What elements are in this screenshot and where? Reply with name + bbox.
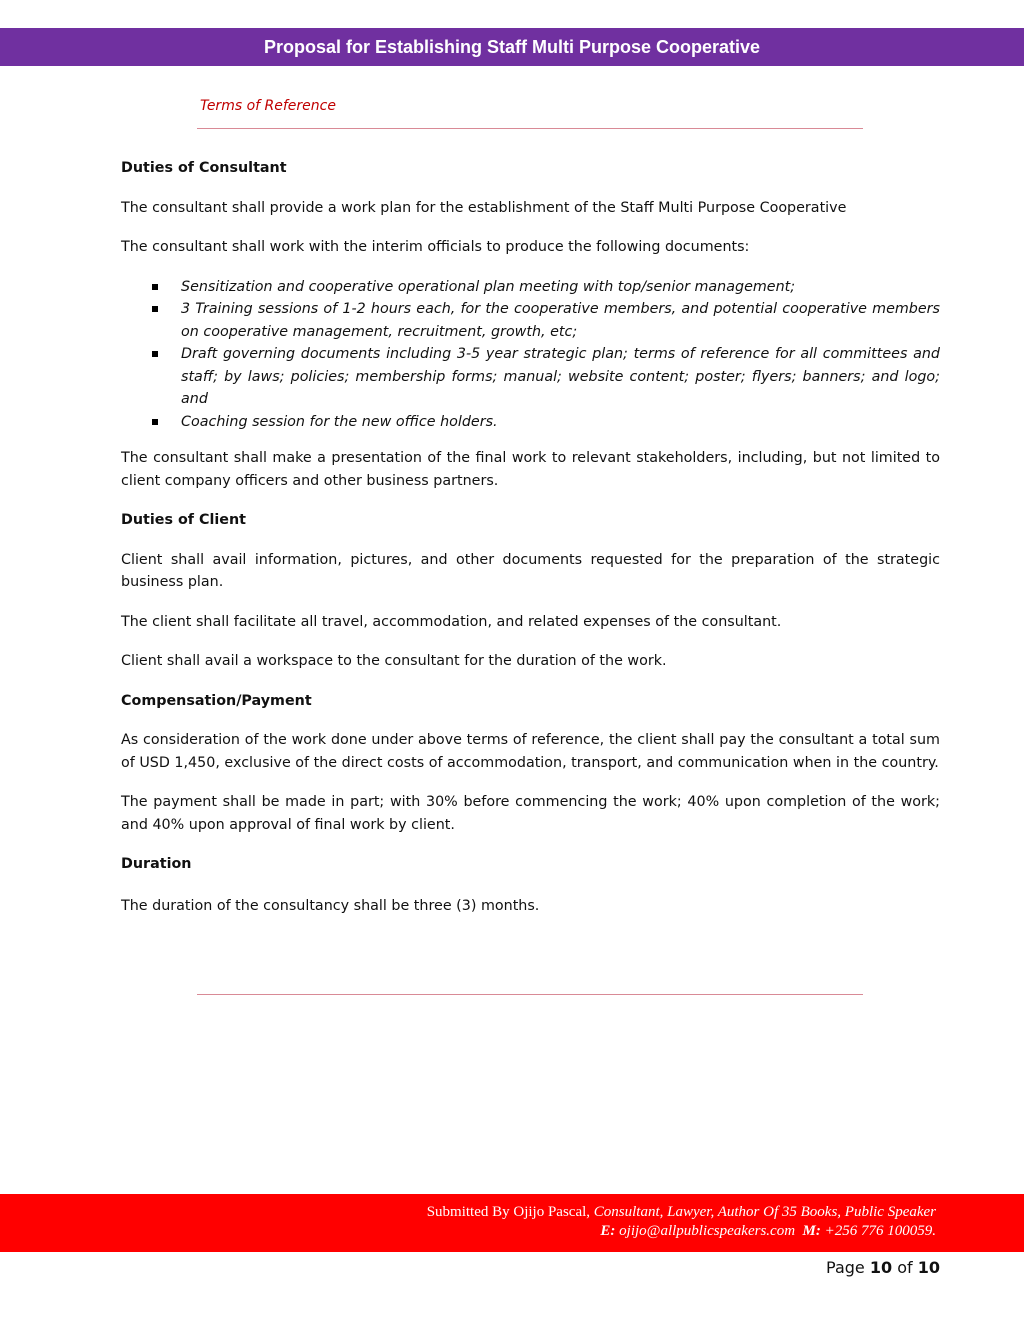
heading-duties-client: Duties of Client xyxy=(121,512,246,528)
section-label: Terms of Reference xyxy=(200,98,336,114)
paragraph: As consideration of the work done under above terms of reference, the client shall pay the consultant a total sum of USD 1,450, exclusive of the direct costs of accommodation, transport, and communication when in the country. xyxy=(121,732,940,771)
bullet-icon xyxy=(152,351,158,357)
top-divider xyxy=(197,128,863,129)
document-title: Proposal for Establishing Staff Multi Purpose Cooperative xyxy=(263,37,761,57)
heading-duties-consultant: Duties of Consultant xyxy=(121,160,287,176)
footer-bar xyxy=(0,1194,1024,1252)
heading-compensation: Compensation/Payment xyxy=(121,692,312,709)
bullet-icon xyxy=(152,284,158,290)
paragraph: The duration of the consultancy shall be three (3) months. xyxy=(121,897,540,914)
bottom-divider xyxy=(197,994,863,995)
paragraph: The client shall facilitate all travel, accommodation, and related expenses of the consultant. xyxy=(121,613,782,630)
paragraph: The consultant shall work with the interim officials to produce the following documents: xyxy=(121,239,750,255)
paragraph: The consultant shall make a presentation of the final work to relevant stakeholders, including, but not limited to client company officers and other business partners. xyxy=(121,450,940,489)
document-body xyxy=(121,157,940,934)
footer-contact-line: E: ojijo@allpublicspeakers.com M: +256 776 100059. xyxy=(600,1223,936,1239)
bullet-icon xyxy=(152,306,158,312)
page-number: Page 10 of 10 xyxy=(826,1258,940,1277)
paragraph: The consultant shall provide a work plan for the establishment of the Staff Multi Purpose Cooperative xyxy=(121,199,847,216)
footer-author-line: Submitted By Ojijo Pascal, Consultant, Lawyer, Author Of 35 Books, Public Speaker xyxy=(426,1204,936,1220)
paragraph: The payment shall be made in part; with 30% before commencing the work; 40% upon completion of the work; and 40% upon approval of final work by client. xyxy=(121,794,940,833)
paragraph: Client shall avail a workspace to the consultant for the duration of the work. xyxy=(121,653,667,669)
list-item: Coaching session for the new office holders. xyxy=(181,411,940,434)
list-item: Sensitization and cooperative operational plan meeting with top/senior management; xyxy=(181,276,940,299)
email-link[interactable]: ojijo@allpublicspeakers.com xyxy=(619,1223,796,1239)
list-item: Draft governing documents including 3-5 year strategic plan; terms of reference for all committees and staff; by laws; policies; membership forms; manual; website content; poster; flyers; banners; and logo; and xyxy=(181,343,940,411)
deliverables-list xyxy=(121,276,940,434)
bullet-icon xyxy=(152,419,158,425)
list-item: 3 Training sessions of 1-2 hours each, for the cooperative members, and potential cooperative members on cooperative management, recruitment, growth, etc; xyxy=(181,298,940,343)
paragraph: Client shall avail information, pictures, and other documents requested for the preparation of the strategic business plan. xyxy=(121,551,940,590)
header-bar xyxy=(0,28,1024,66)
heading-duration: Duration xyxy=(121,856,192,872)
